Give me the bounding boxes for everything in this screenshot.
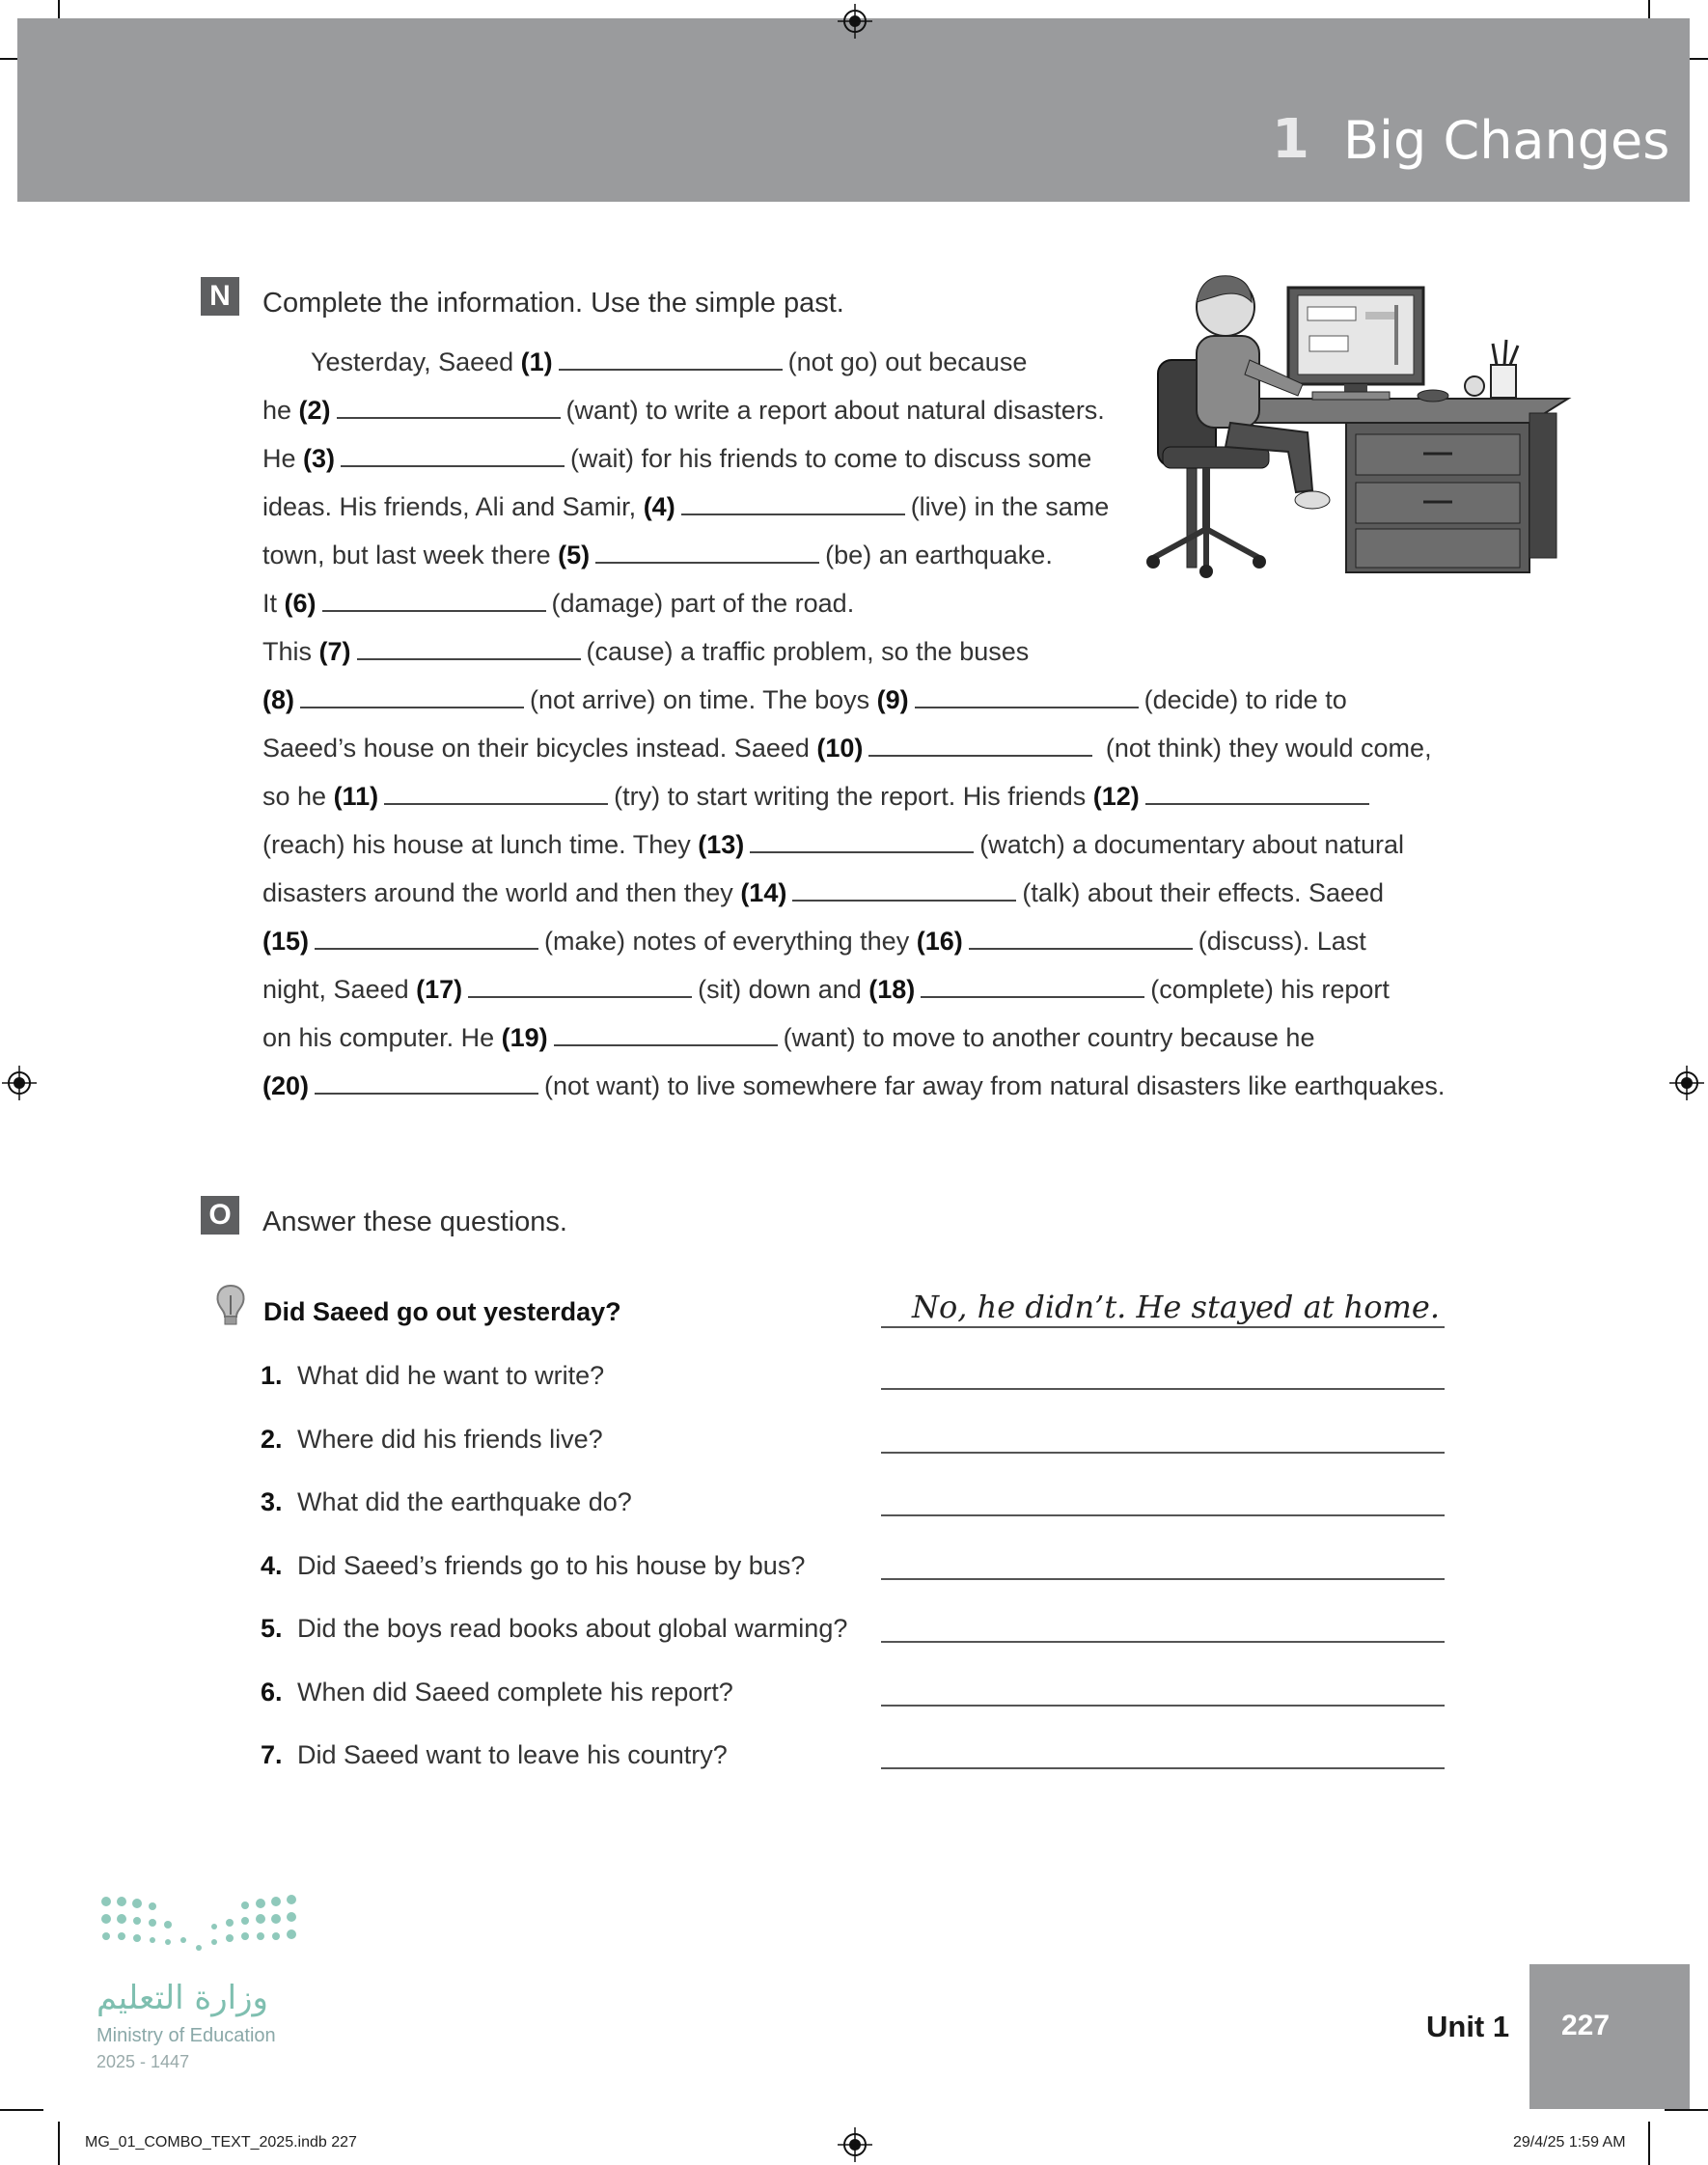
answer-line[interactable]: [881, 1641, 1445, 1643]
example-answer: No, he didn’t. He stayed at home.: [912, 1289, 1440, 1325]
paragraph-text: He: [262, 444, 304, 473]
question-number: 4.: [261, 1550, 283, 1580]
question-row: [261, 1678, 733, 1707]
question-number: 6.: [261, 1677, 283, 1707]
paragraph-line: [262, 965, 1449, 1013]
answer-blank[interactable]: [915, 685, 1139, 708]
paragraph-line: [262, 1062, 1449, 1110]
lightbulb-icon: [214, 1284, 247, 1328]
paragraph-text: (not want) to live somewhere far away from natural disasters like earthquakes.: [544, 1071, 1446, 1100]
paragraph-line: [262, 676, 1449, 724]
answer-blank[interactable]: [559, 347, 783, 371]
question-text: What did the earthquake do?: [297, 1487, 632, 1516]
registration-mark-icon: [1669, 1066, 1704, 1100]
paragraph-text: night, Saeed: [262, 975, 417, 1004]
question-row: [261, 1614, 847, 1644]
paragraph-text: (want) to move to another country because he: [783, 1023, 1315, 1052]
footer-unit-label: Unit 1: [1426, 2010, 1510, 2043]
paragraph-text: ideas. His friends, Ali and Samir,: [262, 492, 644, 521]
answer-blank[interactable]: [792, 878, 1016, 902]
answer-blank[interactable]: [969, 927, 1193, 950]
question-number: 3.: [261, 1487, 283, 1516]
question-row: [261, 1487, 632, 1517]
item-number: (12): [1092, 782, 1140, 811]
paragraph-text: Yesterday, Saeed: [311, 347, 521, 376]
question-text: Where did his friends live?: [297, 1424, 603, 1454]
paragraph-text: (cause) a traffic problem, so the buses: [586, 637, 1030, 666]
answer-blank[interactable]: [384, 782, 608, 805]
paragraph-text: This: [262, 637, 319, 666]
answer-blank[interactable]: [681, 492, 905, 515]
ministry-name-english: Ministry of Education: [96, 2025, 276, 2046]
item-number: (6): [284, 589, 317, 618]
print-slug-file: MG_01_COMBO_TEXT_2025.indb 227: [85, 2134, 357, 2151]
paragraph-text: (complete) his report: [1150, 975, 1390, 1004]
paragraph-text: (not go) out because: [787, 347, 1028, 376]
item-number: (11): [333, 782, 379, 811]
paragraph-text: (live) in the same: [910, 492, 1110, 521]
question-text: When did Saeed complete his report?: [297, 1677, 733, 1707]
paragraph-text: (talk) about their effects. Saeed: [1022, 878, 1385, 907]
item-number: (5): [558, 541, 591, 569]
answer-line[interactable]: [881, 1767, 1445, 1769]
paragraph-line: [262, 869, 1449, 917]
item-number: (4): [643, 492, 675, 521]
item-number: (17): [416, 975, 463, 1004]
paragraph-text: (damage) part of the road.: [551, 589, 855, 618]
crop-mark: [0, 2109, 43, 2111]
answer-blank[interactable]: [322, 589, 546, 612]
question-row: [261, 1425, 603, 1455]
question-number: 5.: [261, 1614, 283, 1643]
paragraph-text: (try) to start writing the report. His friends: [614, 782, 1093, 811]
question-number: 1.: [261, 1361, 283, 1390]
paragraph-text: so he: [262, 782, 334, 811]
paragraph-line: [262, 1013, 1449, 1062]
paragraph-text: (watch) a documentary about natural: [979, 830, 1404, 859]
question-text: Did Saeed want to leave his country?: [297, 1740, 728, 1769]
page-number: 227: [1560, 2010, 1611, 2041]
answer-blank[interactable]: [468, 975, 692, 998]
paragraph-line: [262, 820, 1449, 869]
question-text: Did the boys read books about global warming?: [297, 1614, 848, 1643]
ministry-year: 2025 - 1447: [96, 2052, 190, 2071]
paragraph-text: (sit) down and: [698, 975, 869, 1004]
paragraph-text: (decide) to ride to: [1143, 685, 1347, 714]
answer-blank[interactable]: [341, 444, 565, 467]
paragraph-text: he: [262, 396, 299, 425]
item-number: (3): [303, 444, 336, 473]
question-row: [261, 1551, 805, 1581]
unit-number: 1: [1272, 108, 1309, 171]
instruction-o: Answer these questions.: [262, 1207, 567, 1237]
item-number: (2): [298, 396, 331, 425]
answer-blank[interactable]: [554, 1023, 778, 1046]
paragraph-text: (wait) for his friends to come to discuss some: [570, 444, 1092, 473]
crop-mark: [58, 2122, 60, 2165]
item-number: (19): [501, 1023, 548, 1052]
paragraph-line: [262, 917, 1449, 965]
section-badge-o: O: [201, 1196, 239, 1235]
question-text: What did he want to write?: [297, 1361, 605, 1390]
paragraph-line: [262, 627, 1449, 676]
section-badge-n: N: [201, 277, 239, 316]
question-text: Did Saeed’s friends go to his house by bus?: [297, 1550, 806, 1580]
item-number: (20): [262, 1071, 310, 1100]
crop-mark: [1665, 2109, 1708, 2111]
ministry-logo-icon: [95, 1892, 307, 1964]
paragraph-line: [262, 772, 1449, 820]
answer-line[interactable]: [881, 1388, 1445, 1390]
item-number: (1): [520, 347, 553, 376]
paragraph-text: Saeed’s house on their bicycles instead. Saeed: [262, 734, 817, 763]
question-row: [261, 1361, 604, 1391]
paragraph-line: [262, 724, 1449, 772]
answer-blank[interactable]: [315, 927, 538, 950]
paragraph-text: (want) to write a report about natural disasters.: [565, 396, 1105, 425]
item-number: (7): [318, 637, 351, 666]
answer-blank[interactable]: [315, 1071, 538, 1095]
registration-mark-icon: [2, 1066, 37, 1100]
answer-blank[interactable]: [921, 975, 1144, 998]
ministry-name-arabic: وزارة التعليم: [96, 1979, 268, 2017]
answer-line: [881, 1326, 1445, 1328]
registration-mark-icon: [838, 2127, 872, 2162]
crop-mark: [1648, 2122, 1650, 2165]
paragraph-text: It: [262, 589, 285, 618]
paragraph-text: on his computer. He: [262, 1023, 502, 1052]
item-number: (8): [262, 685, 294, 714]
answer-line[interactable]: [881, 1578, 1445, 1580]
question-number: 2.: [261, 1424, 283, 1454]
answer-blank[interactable]: [868, 734, 1092, 757]
answer-blank[interactable]: [337, 396, 561, 419]
answer-line[interactable]: [881, 1705, 1445, 1707]
answer-line[interactable]: [881, 1452, 1445, 1454]
item-number: (16): [916, 927, 963, 956]
answer-blank[interactable]: [300, 685, 524, 708]
question-row: [261, 1740, 728, 1770]
item-number: (13): [698, 830, 745, 859]
paragraph-text: town, but last week there: [262, 541, 559, 569]
item-number: (14): [740, 878, 787, 907]
question-number: 7.: [261, 1740, 283, 1769]
registration-mark-icon: [838, 4, 872, 39]
item-number: (9): [876, 685, 909, 714]
boy-at-computer-illustration: [1143, 268, 1578, 606]
paragraph-text: (be) an earthquake.: [825, 541, 1053, 569]
answer-blank[interactable]: [595, 541, 819, 564]
item-number: (10): [816, 734, 864, 763]
answer-blank[interactable]: [1145, 782, 1369, 805]
paragraph-text: (make) notes of everything they: [544, 927, 917, 956]
instruction-n: Complete the information. Use the simple past.: [262, 288, 844, 319]
unit-title: Big Changes: [1343, 110, 1670, 171]
paragraph-text: (not think) they would come,: [1098, 734, 1432, 763]
answer-blank[interactable]: [357, 637, 581, 660]
print-slug-date: 29/4/25 1:59 AM: [1513, 2134, 1626, 2151]
paragraph-text: (not arrive) on time. The boys: [530, 685, 877, 714]
example-question: Did Saeed go out yesterday?: [263, 1297, 621, 1326]
answer-blank[interactable]: [750, 830, 974, 853]
item-number: (15): [262, 927, 310, 956]
item-number: (18): [868, 975, 916, 1004]
paragraph-text: disasters around the world and then they: [262, 878, 741, 907]
paragraph-text: (reach) his house at lunch time. They: [262, 830, 699, 859]
answer-line[interactable]: [881, 1514, 1445, 1516]
paragraph-text: (discuss). Last: [1198, 927, 1366, 956]
